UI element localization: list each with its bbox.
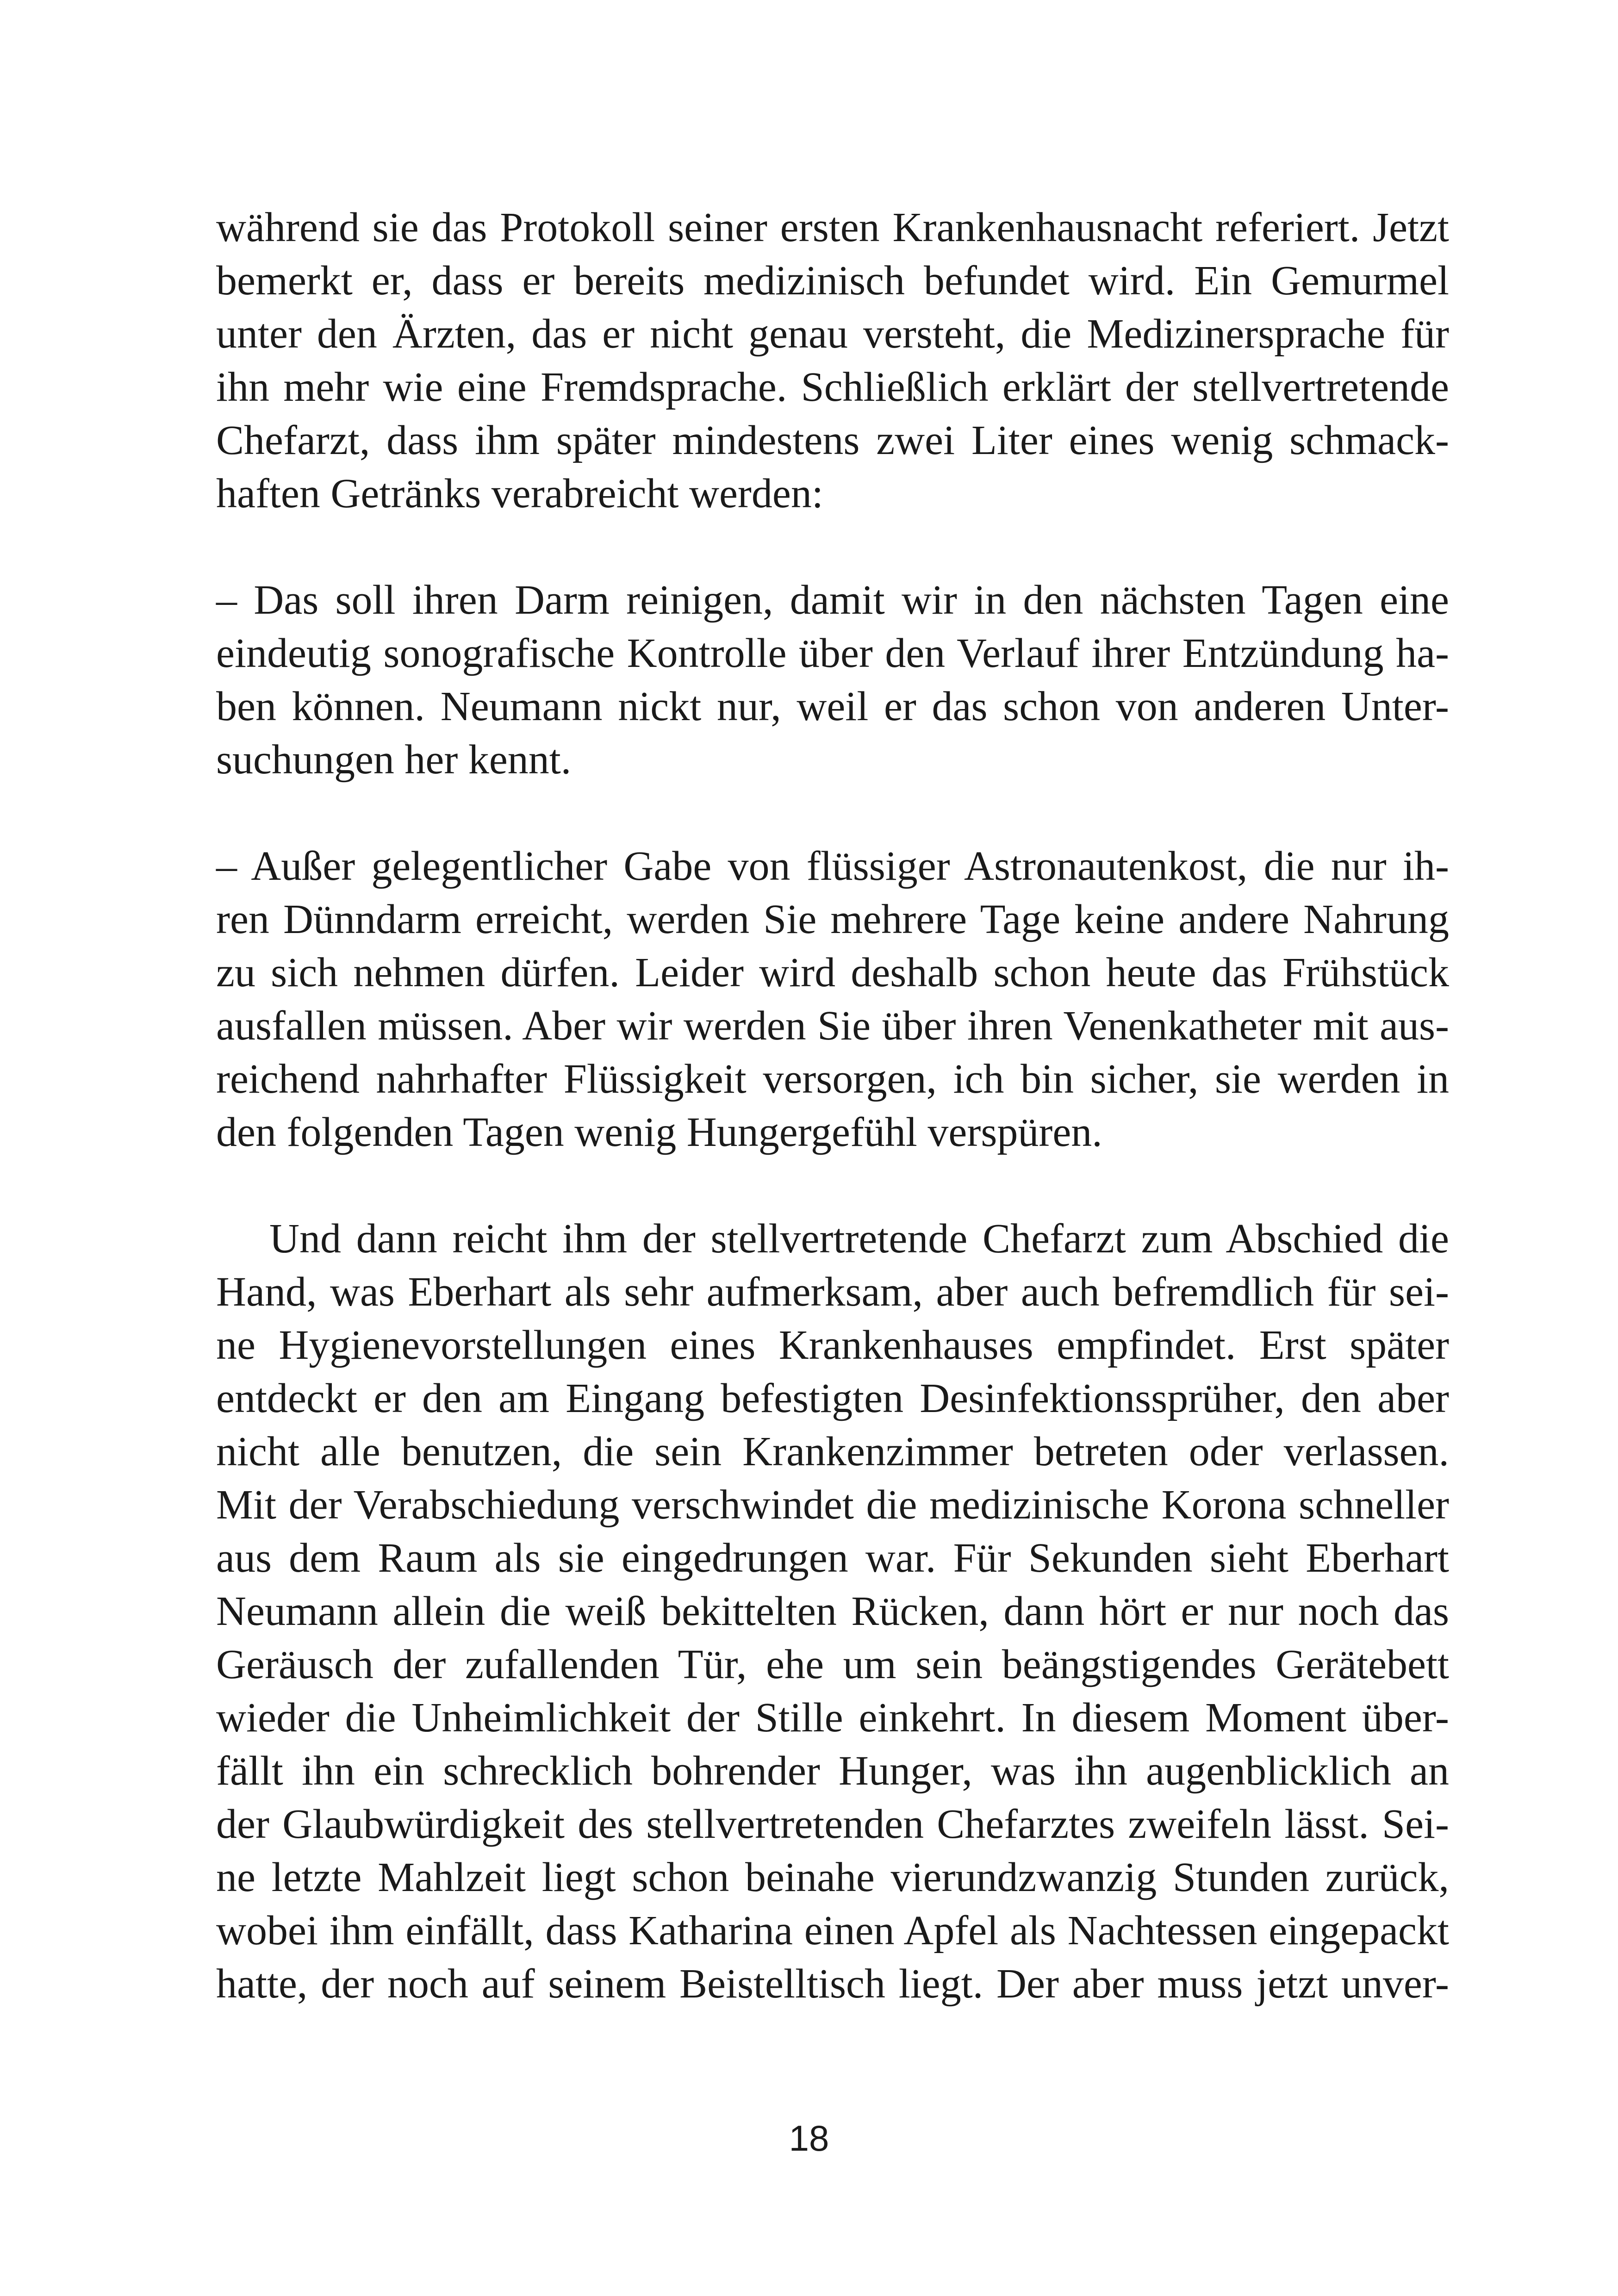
- text-line: ihn mehr wie eine Fremdsprache. Schließlich erklärt der stellvertretende: [216, 364, 1449, 410]
- text-line: ne letzte Mahlzeit liegt schon beinahe vierundzwanzig Stunden zurück,: [216, 1854, 1449, 1900]
- text-line: hatte, der noch auf seinem Beistelltisch liegt. Der aber muss jetzt unver-: [216, 1961, 1449, 2007]
- page-number: 18: [789, 2118, 829, 2159]
- paragraph-1: [216, 201, 1449, 520]
- text-line: eindeutig sonografische Kontrolle über den Verlauf ihrer Entzündung ha-: [216, 630, 1449, 676]
- text-line: Chefarzt, dass ihm später mindestens zwei Liter eines wenig schmack-: [216, 417, 1449, 463]
- text-line: Geräusch der zufallenden Tür, ehe um sein beängstigendes Gerätebett: [216, 1642, 1449, 1687]
- text-line: haften Getränks verabreicht werden:: [216, 471, 823, 516]
- text-line: wobei ihm einfällt, dass Katharina einen Apfel als Nachtessen eingepackt: [216, 1908, 1449, 1954]
- text-line: ausfallen müssen. Aber wir werden Sie über ihren Venenkatheter mit aus-: [216, 1003, 1449, 1049]
- text-line: zu sich nehmen dürfen. Leider wird deshalb schon heute das Frühstück: [216, 950, 1449, 996]
- text-line: Mit der Verabschiedung verschwindet die medizinische Korona schneller: [216, 1482, 1449, 1528]
- text-line: aus dem Raum als sie eingedrungen war. Für Sekunden sieht Eberhart: [216, 1535, 1449, 1581]
- text-line: ne Hygienevorstellungen eines Krankenhauses empfindet. Erst später: [216, 1322, 1449, 1368]
- body-text: [216, 201, 1449, 2010]
- text-line: Neumann allein die weiß bekittelten Rücken, dann hört er nur noch das: [216, 1588, 1449, 1634]
- text-line: während sie das Protokoll seiner ersten Krankenhausnacht referiert. Jetzt: [216, 205, 1449, 250]
- text-line: ren Dünndarm erreicht, werden Sie mehrere Tage keine andere Nahrung: [216, 896, 1449, 942]
- text-line: Und dann reicht ihm der stellvertretende Chefarzt zum Abschied die: [269, 1216, 1449, 1262]
- text-line: unter den Ärzten, das er nicht genau versteht, die Medizinersprache für: [216, 311, 1449, 357]
- paragraph-3: [216, 840, 1449, 1159]
- paragraph-4: [216, 1212, 1449, 2010]
- paragraph-2: [216, 573, 1449, 786]
- text-line: bemerkt er, dass er bereits medizinisch befundet wird. Ein Gemurmel: [216, 258, 1449, 304]
- text-line: – Das soll ihren Darm reinigen, damit wir in den nächsten Tagen eine: [216, 577, 1449, 623]
- text-line: der Glaubwürdigkeit des stellvertretenden Chefarztes zweifeln lässt. Sei-: [216, 1801, 1449, 1847]
- text-line: den folgenden Tagen wenig Hungergefühl verspüren.: [216, 1109, 1102, 1155]
- text-line: – Außer gelegentlicher Gabe von flüssiger Astronautenkost, die nur ih-: [216, 843, 1449, 889]
- text-line: Hand, was Eberhart als sehr aufmerksam, aber auch befremdlich für sei-: [216, 1269, 1449, 1315]
- text-line: wieder die Unheimlichkeit der Stille einkehrt. In diesem Moment über-: [216, 1695, 1449, 1741]
- text-line: nicht alle benutzen, die sein Krankenzimmer betreten oder verlassen.: [216, 1429, 1449, 1475]
- text-line: entdeckt er den am Eingang befestigten Desinfektionssprüher, den aber: [216, 1375, 1449, 1421]
- text-line: suchungen her kennt.: [216, 737, 572, 783]
- text-line: reichend nahrhafter Flüssigkeit versorgen, ich bin sicher, sie werden in: [216, 1056, 1449, 1102]
- text-line: fällt ihn ein schrecklich bohrender Hunger, was ihn augenblicklich an: [216, 1748, 1449, 1794]
- text-line: ben können. Neumann nickt nur, weil er das schon von anderen Unter-: [216, 684, 1449, 729]
